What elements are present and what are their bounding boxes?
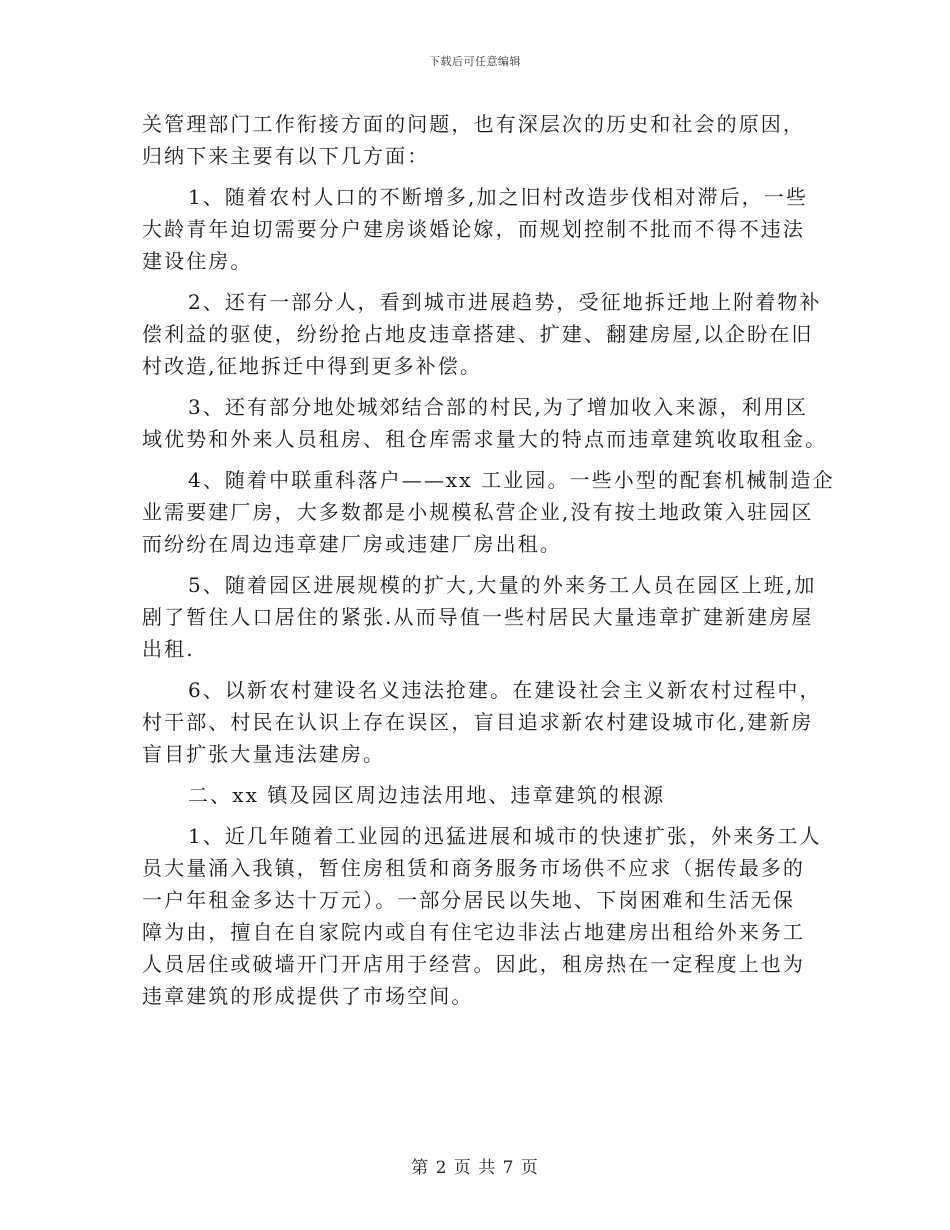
text-line: 而纷纷在周边违章建厂房或违建厂房出租。	[142, 532, 562, 556]
text-line: 业需要建厂房，大多数都是小规模私营企业,没有按土地政策入驻园区	[142, 500, 814, 524]
text-line: 障为由，擅自在自家院内或自有住宅边非法占地建房出租给外来务工	[142, 920, 805, 944]
text-line: 偿利益的驱使，纷纷抢占地皮违章搭建、扩建、翻建房屋,以企盼在旧	[142, 322, 814, 346]
text-line: 6、以新农村建设名义违法抢建。在建设社会主义新农村过程中，	[188, 678, 822, 702]
text-line: 4、随着中联重科落户——xx 工业园。一些小型的配套机械制造企	[188, 468, 835, 492]
paragraph-item-3	[142, 391, 828, 455]
paragraph-item-4	[142, 464, 835, 560]
paragraph-item-5	[142, 569, 817, 665]
text-line: 剧了暂住人口居住的紧张.从而导值一些村居民大量违章扩建新建房屋	[142, 605, 814, 629]
paragraph-item-1	[142, 181, 812, 277]
paragraph-item-2	[142, 286, 822, 382]
page-number-footer: 第 2 页 共 7 页	[411, 1158, 539, 1178]
text-line: 违章建筑的形成提供了市场空间。	[142, 984, 474, 1008]
text-line: 二、xx 镇及园区周边违法用地、违章建筑的根源	[188, 783, 666, 807]
text-line: 3、还有部分地处城郊结合部的村民,为了增加收入来源，利用区	[188, 395, 808, 419]
paragraph-continuation	[142, 108, 812, 172]
text-line: 关管理部门工作衔接方面的问题，也有深层次的历史和社会的原因，	[142, 112, 805, 136]
text-line: 2、还有一部分人，看到城市进展趋势，受征地拆迁地上附着物补	[188, 290, 822, 314]
text-line: 1、近几年随着工业园的迅猛进展和城市的快速扩张，外来务工人	[188, 824, 822, 848]
text-line: 域优势和外来人员租房、租仓库需求量大的特点而违章建筑收取租金。	[142, 427, 828, 451]
text-line: 出租.	[142, 637, 195, 661]
text-line: 盲目扩张大量违法建房。	[142, 742, 386, 766]
text-line: 村改造,征地拆迁中得到更多补偿。	[142, 354, 482, 378]
text-line: 归纳下来主要有以下几方面：	[142, 144, 430, 168]
text-line: 一户年租金多达十万元）。一部分居民以失地、下岗困难和生活无保	[142, 888, 795, 912]
text-line: 员大量涌入我镇，暂住房租赁和商务服务市场供不应求（据传最多的	[142, 856, 805, 880]
paragraph-item-6	[142, 674, 822, 770]
text-line: 建设住房。	[142, 249, 253, 273]
section-heading	[142, 779, 812, 811]
text-line: 村干部、村民在认识上存在误区，盲目追求新农村建设城市化,建新房	[142, 710, 814, 734]
text-line: 5、随着园区进展规模的扩大,大量的外来务工人员在园区上班,加	[188, 573, 817, 597]
text-line: 人员居住或破墙开门开店用于经营。因此，租房热在一定程度上也为	[142, 952, 805, 976]
paragraph-section2-item-1	[142, 820, 822, 1012]
text-line: 大龄青年迫切需要分户建房谈婚论嫁，而规划控制不批而不得不违法	[142, 217, 805, 241]
document-body	[142, 108, 835, 1012]
text-line: 1、随着农村人口的不断增多,加之旧村改造步伐相对滞后，一些	[188, 185, 808, 209]
page-header: 下载后可任意编辑	[429, 55, 521, 68]
